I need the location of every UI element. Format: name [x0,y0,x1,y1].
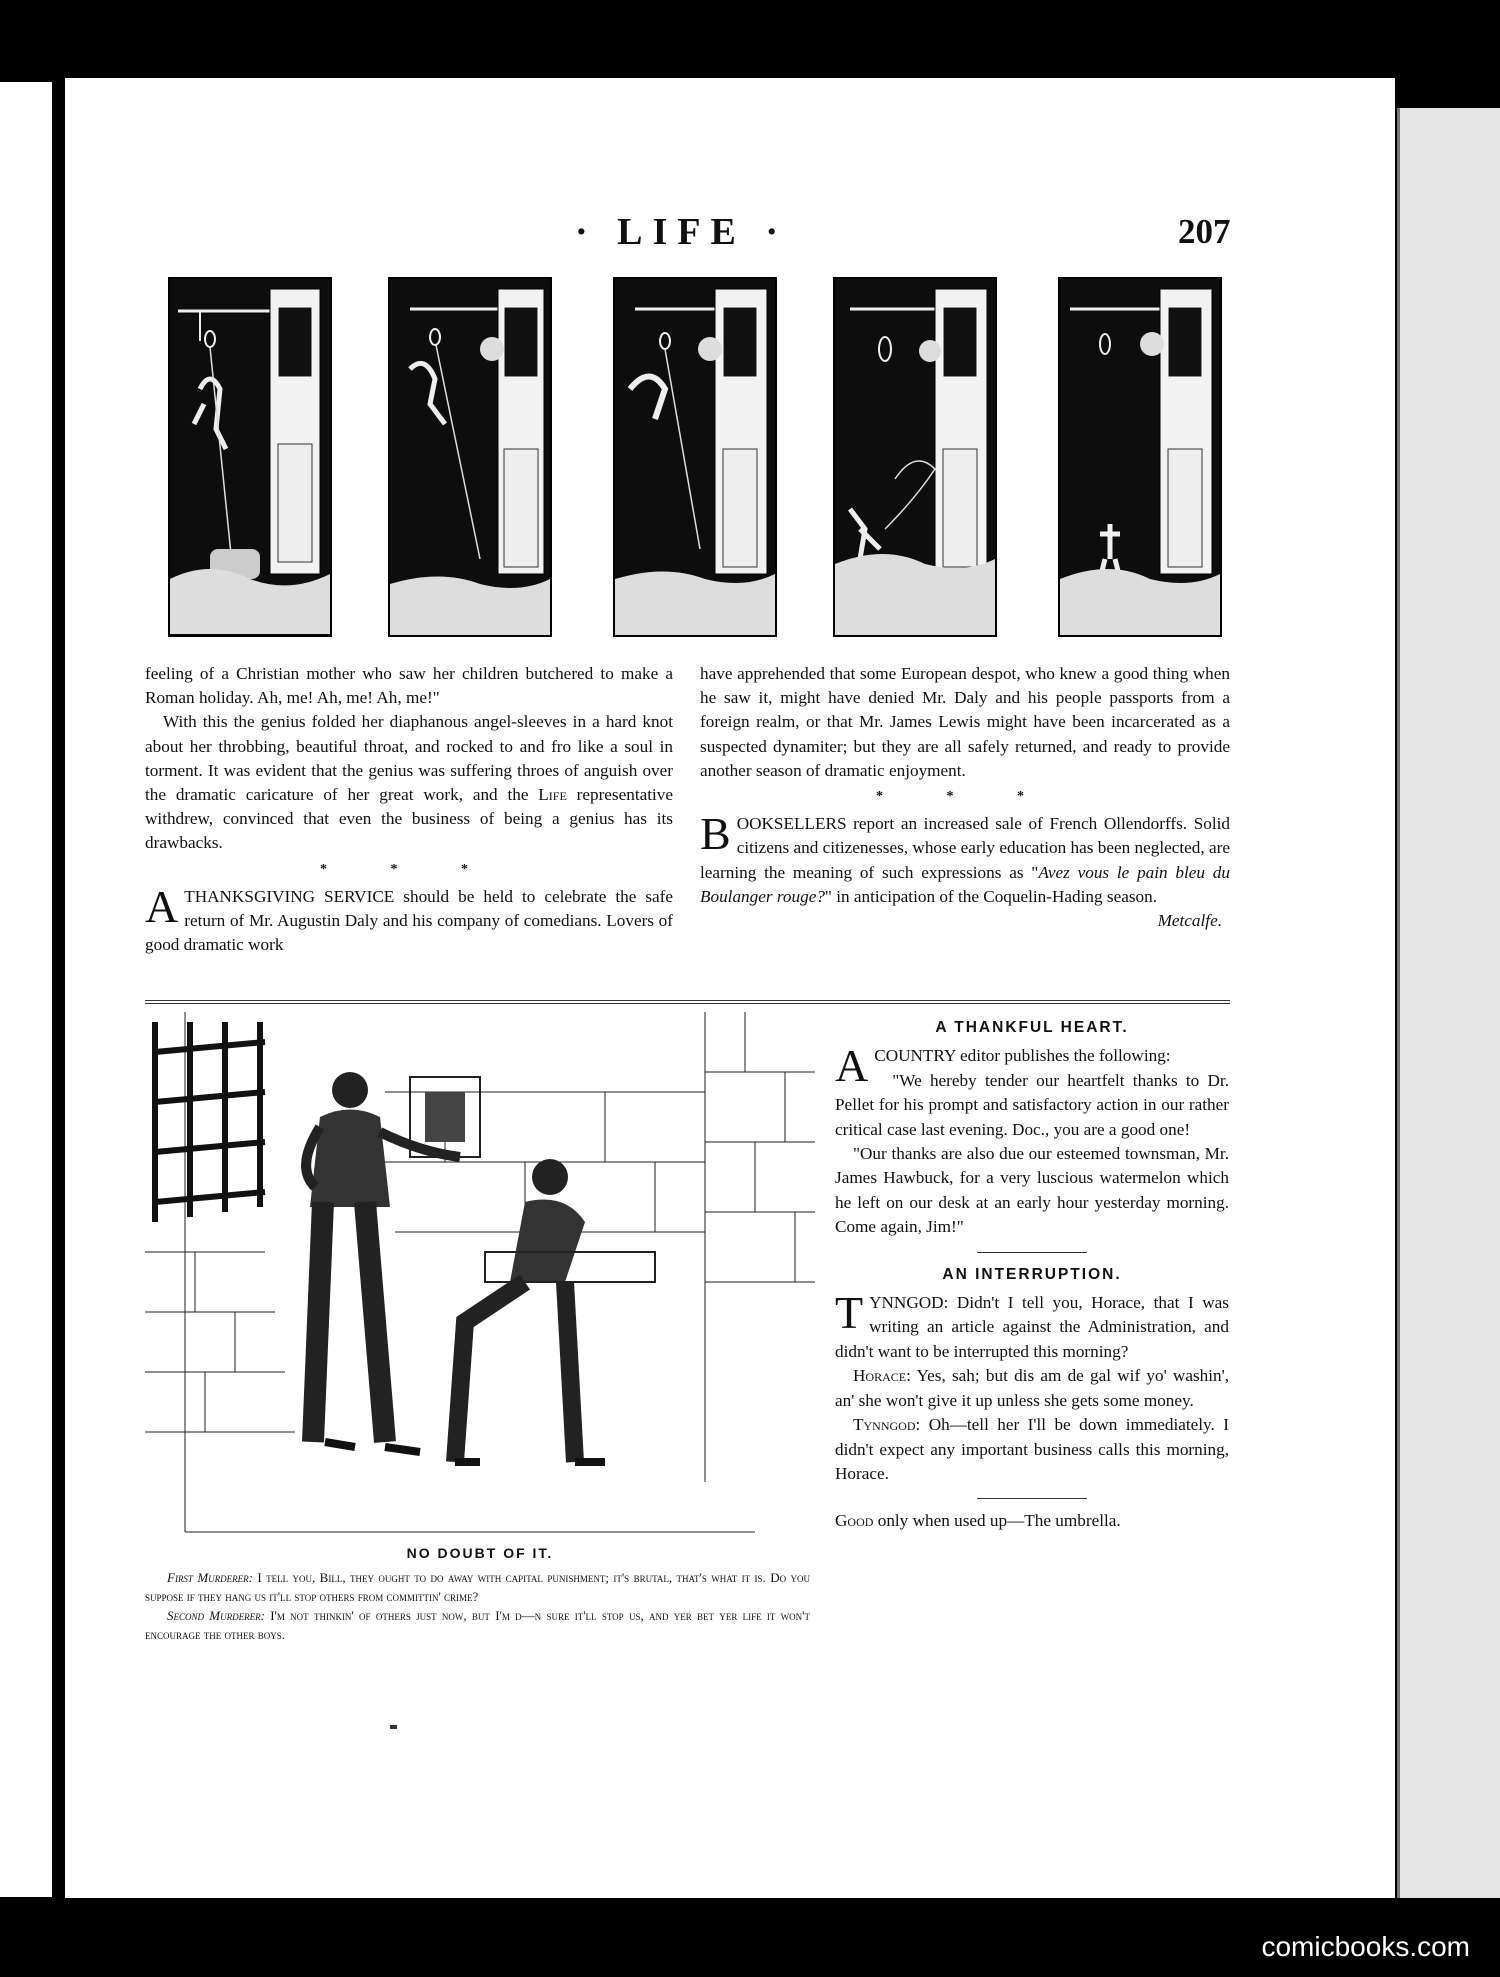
adjacent-page-edge [0,82,52,1897]
section-heading: AN INTERRUPTION. [942,1265,1122,1283]
prison-cell-illustration [145,1012,815,1542]
masthead-title: · LIFE · [575,211,789,253]
section-rule [977,1252,1087,1253]
paragraph: feeling of a Christian mother who saw her children butchered to make a Roman holiday. Ah, me! Ah, me! Ah, me!" [145,664,673,708]
life-reference: Life [538,785,567,805]
cartoon-title: NO DOUBT OF IT. [406,1545,554,1561]
ink-mark [390,1725,397,1729]
signature: Metcalfe. [1157,911,1222,931]
paragraph: ACOUNTRY editor publishes the following: [835,1040,1171,1092]
drop-cap: A [145,880,179,932]
drop-cap: A [835,1040,869,1092]
paragraph: "Our thanks are also due our esteemed townsman, Mr. James Hawbuck, for a very luscious watermelon which he left on our desk at an early hour yesterday morning. Come again, Jim!" [835,1144,1229,1237]
site-watermark: comicbooks.com [1261,1931,1470,1962]
section-divider: * * * [320,861,498,877]
paragraph: TYNNGOD: Didn't I tell you, Horace, that I was writing an article against the Administration, and didn't want to be interrupted this morning? [835,1287,1229,1361]
paragraph: With this the genius folded her diaphanous angel-sleeves in a hard knot about her throbbing, beautiful throat, and rocked to and fro like a soul in torment. It was evident that the genius was suffering throes of anguish over the dramatic caricature of her great work, and the Life representative withdrew, convinced that even the business of being a genius has its drawbacks. [145,712,674,853]
drop-cap: T [835,1287,864,1339]
paragraph: ATHANKSGIVING SERVICE should be held to celebrate the safe return of Mr. Augustin Daly and his company of comedians. Lovers of good dramatic work [145,880,674,955]
dialogue-line: First Murderer: I tell you, Bill, they ought to do away with capital punishment; it's brutal, that's what it is. Do you suppose if they hang us it'll stop others from committin' crime? [145,1570,810,1604]
section-heading: A THANKFUL HEART. [935,1019,1129,1036]
comic-panel-3 [613,277,777,637]
dialogue-line: Second Murderer: I'm not thinkin' of others just now, but I'm d—n sure it'll stop us, and yer bet yer life it won't encourage the other boys. [145,1608,810,1642]
horizontal-rule [145,1000,1230,1004]
page-stack-edge [1397,108,1500,1898]
paragraph: Horace: Yes, sah; but dis am de gal wif yo' washin', an' she won't give it up unless she gets some money. [835,1366,1229,1410]
comic-panel-5 [1058,277,1222,637]
paragraph: have apprehended that some European despot, who knew a good thing when he saw it, might have denied Mr. Daly and his people passports from a foreign realm, or that Mr. James Lewis might have been incarcerated as a suspected dynamiter; but they are all safely returned, and ready to provide another season of dramatic enjoyment. [700,664,1230,780]
cartoon-caption [145,1568,810,1644]
comic-panel-1 [168,277,332,637]
drop-cap: B [700,808,731,860]
comic-panel-2 [388,277,552,637]
section-rule [977,1498,1087,1499]
comic-panel-4 [833,277,997,637]
paragraph: BOOKSELLERS report an increased sale of French Ollendorffs. Solid citizens and citizenesses, whose early education has been neglected, are learning the meaning of such expressions as "Avez vous le pain bleu du Boulanger rouge?" in anticipation of the Coquelin-Hading season. [700,808,1230,906]
article-column-left [145,662,673,957]
comic-strip [168,277,1208,635]
section-divider: * * * [876,789,1054,805]
paragraph: "We hereby tender our heartfelt thanks to Dr. Pellet for his prompt and satisfactory action in our rather critical case last evening. Doc., you are a good one! [835,1070,1229,1139]
paragraph: Tynngod: Oh—tell her I'll be down immediately. I didn't expect any important business calls this morning, Horace. [835,1415,1229,1483]
article-column-right [700,662,1230,933]
paragraph: Good only when used up—The umbrella. [835,1511,1121,1531]
page-number: 207 [1178,212,1231,251]
article-column-lower-right [835,1012,1229,1534]
